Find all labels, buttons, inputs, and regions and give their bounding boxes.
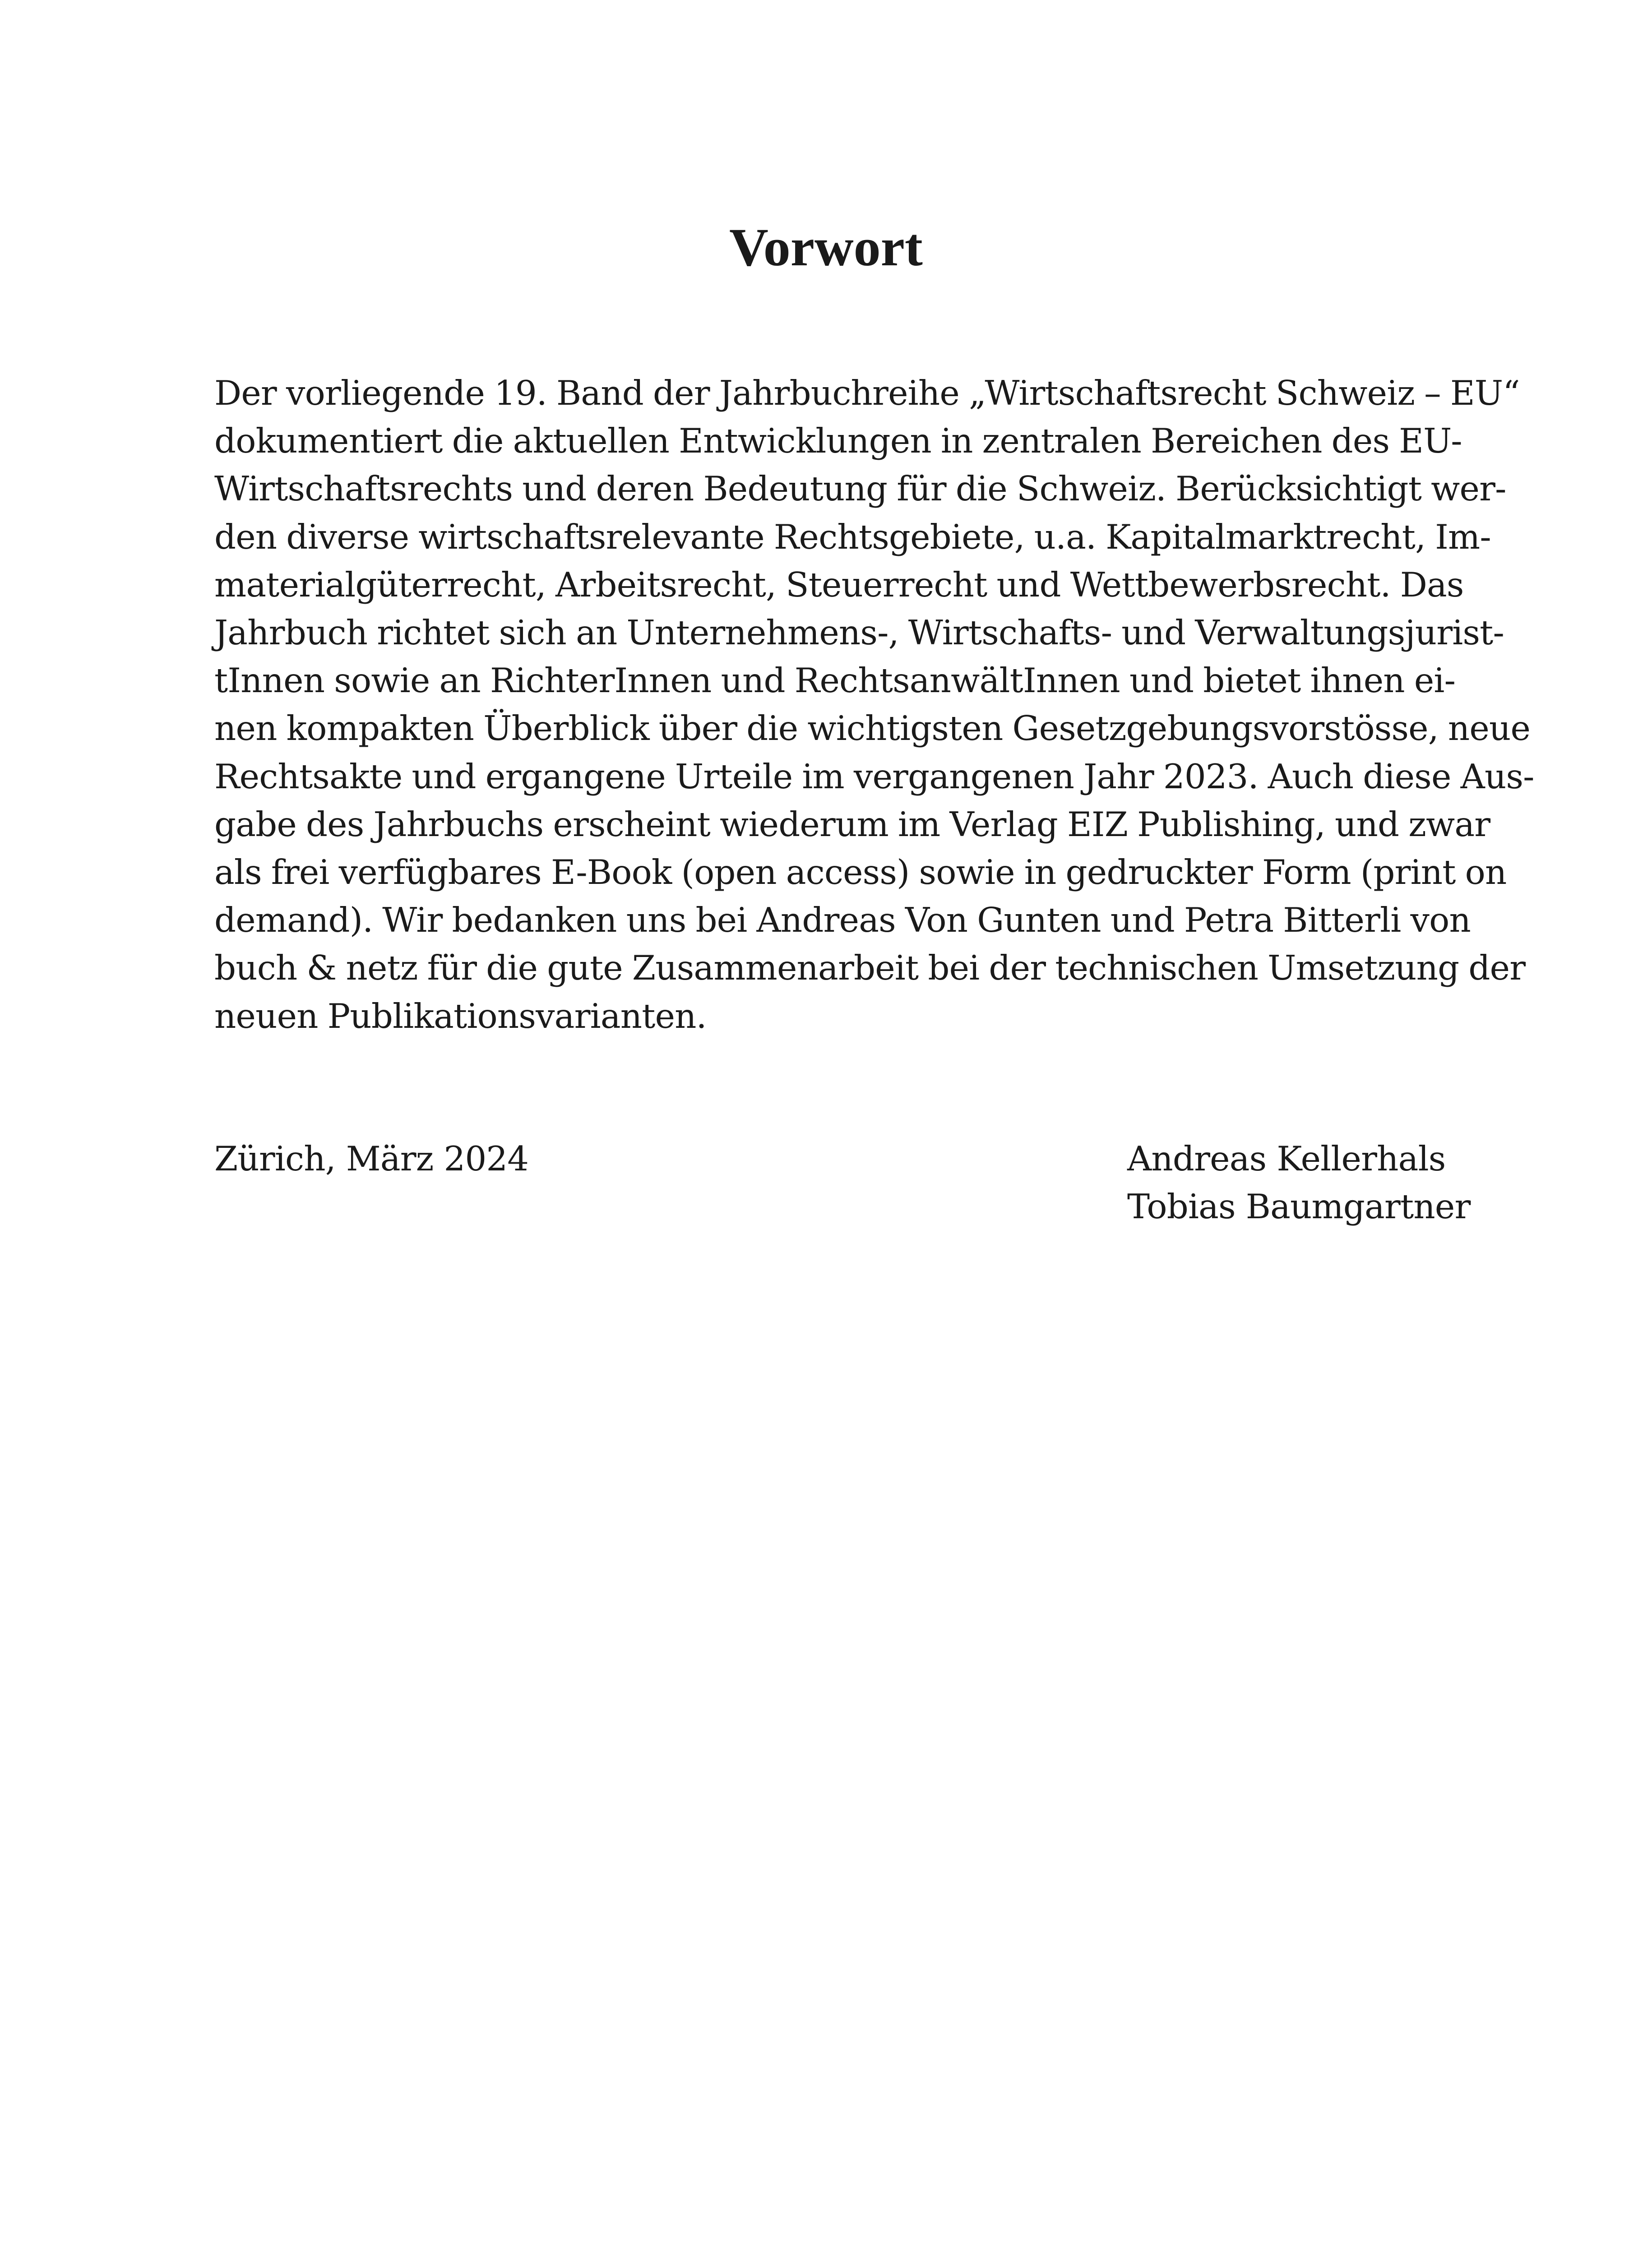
paragraph-line: Wirtschaftsrechts und deren Bedeutung für die Schweiz. Berücksichtigt wer-: [214, 469, 1506, 509]
author-name: Tobias Baumgartner: [1127, 1187, 1471, 1226]
paragraph-line: buch & netz für die gute Zusammenarbeit bei der technischen Umsetzung der: [214, 948, 1526, 988]
place-date: Zürich, März 2024: [214, 1139, 529, 1179]
paragraph-line: den diverse wirtschaftsrelevante Rechtsgebiete, u.a. Kapitalmarktrecht, Im-: [214, 517, 1491, 557]
paragraph-line: dokumentiert die aktuellen Entwicklungen in zentralen Bereichen des EU-: [214, 421, 1462, 461]
foreword-paragraph: [214, 369, 1534, 1040]
paragraph-line: materialgüterrecht, Arbeitsrecht, Steuerrecht und Wettbewerbsrecht. Das: [214, 564, 1464, 605]
paragraph-line: Rechtsakte und ergangene Urteile im vergangenen Jahr 2023. Auch diese Aus-: [214, 756, 1534, 796]
author-signatures: [1127, 1135, 1471, 1230]
paragraph-line: neuen Publikationsvarianten.: [214, 996, 707, 1036]
page-title: Vorwort: [729, 217, 923, 277]
paragraph-line: als frei verfügbares E-Book (open access) sowie in gedruckter Form (print on: [214, 852, 1507, 892]
paragraph-line: demand). Wir bedanken uns bei Andreas Von Gunten und Petra Bitterli von: [214, 900, 1471, 940]
paragraph-line: tInnen sowie an RichterInnen und RechtsanwältInnen und bietet ihnen ei-: [214, 661, 1456, 701]
author-name: Andreas Kellerhals: [1127, 1139, 1446, 1179]
paragraph-line: Jahrbuch richtet sich an Unternehmens-, Wirtschafts- und Verwaltungsjurist-: [214, 613, 1504, 653]
paragraph-line: gabe des Jahrbuchs erscheint wiederum im Verlag EIZ Publishing, und zwar: [214, 804, 1490, 844]
paragraph-line: nen kompakten Überblick über die wichtigsten Gesetzgebungsvorstösse, neue: [214, 708, 1531, 749]
paragraph-line: Der vorliegende 19. Band der Jahrbuchreihe „Wirtschaftsrecht Schweiz – EU“: [214, 373, 1520, 413]
